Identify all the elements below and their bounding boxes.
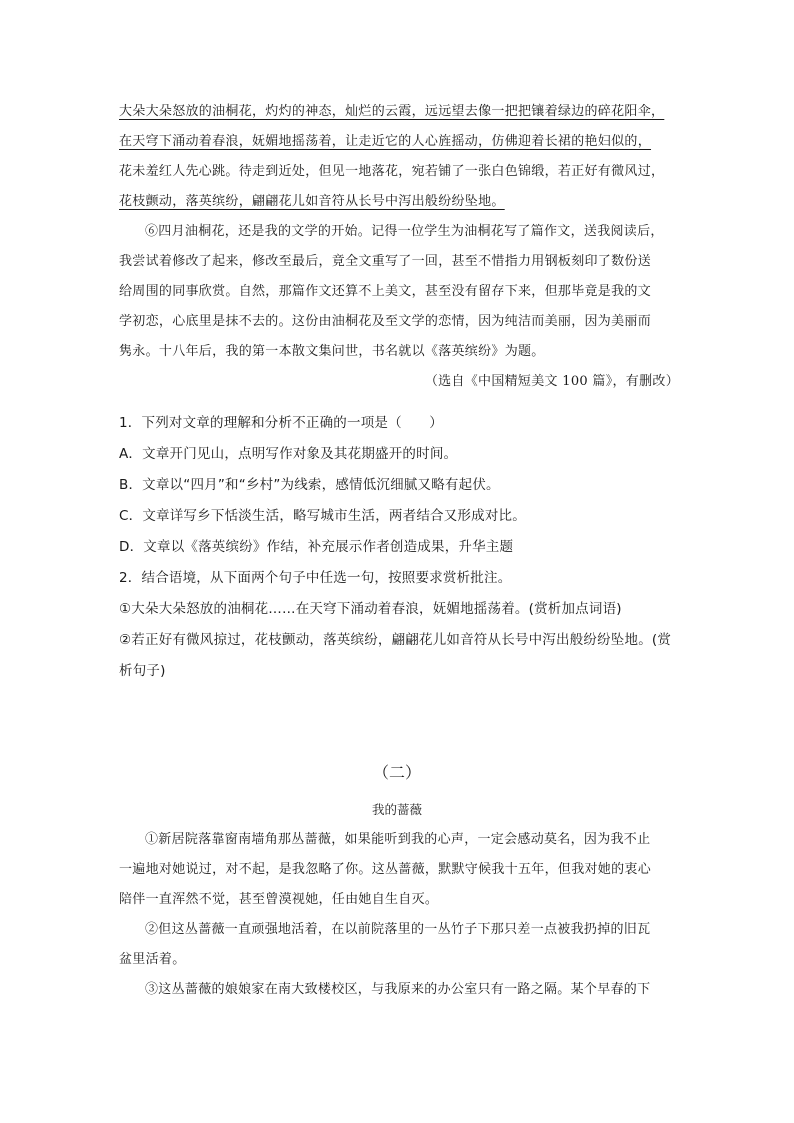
article-title: 我的蔷薇: [371, 802, 422, 817]
passage-line: ①新居院落靠窗南墙角那丛蔷薇，如果能听到我的心声，一定会感动莫名，因为我不止: [145, 832, 651, 847]
passage-one: [119, 97, 679, 397]
passage-line: ③这丛蔷薇的娘娘家在南大致楼校区，与我原来的办公室只有一路之隔。某个早春的下: [145, 982, 651, 997]
passage-line: 花未羞红人先心跳。待走到近处，但见一地落花，宛若铺了一张白色锦缎，若正好有微风过，: [119, 164, 665, 179]
option-b: B．文章以“四月”和“乡村”为线索，感情低沉细腻又略有起伏。: [119, 477, 500, 493]
option-c: C．文章详写乡下恬淡生活，略写城市生活，两者结合又形成对比。: [119, 508, 526, 524]
question-2: 2．结合语境，从下面两个句子中任选一句，按照要求赏析批注。: [119, 570, 512, 586]
passage-line: 我尝试着修改了起来，修改至最后，竟全文重写了一回，甚至不惜指力用钢板刻印了数份送: [119, 254, 652, 269]
passage-line: ②但这丛蔷薇一直顽强地活着，在以前院落里的一丛竹子下那只差一点被我扔掉的旧瓦: [145, 922, 651, 937]
sentence-option-1: ①大朵大朵怒放的油桐花……在天穹下涌动着春浪，妩媚地摇荡着。(赏析加点词语): [119, 601, 622, 617]
passage-line: 一遍地对她说过，对不起，是我忽略了你。这丛蔷薇，默默守候我十五年，但我对她的衷心: [119, 862, 652, 877]
passage-line: 陪伴一直浑然不觉，甚至曾漠视她，任由她自生自灭。: [119, 892, 439, 907]
passage-line: 给周围的同事欣赏。自然，那篇作文还算不上美文，甚至没有留存下来，但那毕竟是我的文: [119, 284, 652, 299]
passage-line: 花枝颤动，落英缤纷，翩翩花儿如音符从长号中泻出般纷纷坠地。: [119, 194, 505, 209]
sentence-option-2: ②若正好有微风掠过，花枝颤动，落英缤纷，翩翩花儿如音符从长号中泻出般纷纷坠地。(赏: [119, 632, 672, 648]
option-a: A．文章开门见山，点明写作对象及其花期盛开的时间。: [119, 446, 458, 462]
questions-block: [119, 408, 679, 687]
source-citation: （选自《中国精短美文 100 篇》，有删改）: [424, 374, 679, 389]
passage-line: 大朵大朵怒放的油桐花，灼灼的神态，灿烂的云霞，远远望去像一把把镶着绿边的碎花阳伞，: [119, 104, 665, 119]
paragraph-six-line: ⑥四月油桐花，还是我的文学的开始。记得一位学生为油桐花写了篇作文，送我阅读后，: [145, 224, 664, 239]
passage-line: [119, 127, 679, 157]
passage-two: [119, 825, 679, 1005]
passage-line: 学初恋，心底里是抹不去的。这份由油桐花及至文学的恋情，因为纯洁而美丽，因为美丽而: [119, 314, 652, 329]
underlined-text: 在天穹下涌动着春浪，妩媚地摇荡着，让走近它的人心旌摇动，仿佛迎着长裙的艳妇似的，: [119, 134, 652, 149]
sentence-option-2-cont: 析句子): [119, 663, 166, 679]
passage-line: 隽永。十八年后，我的第一本散文集问世，书名就以《落英缤纷》为题。: [119, 344, 545, 359]
question-1: 1．下列对文章的理解和分析不正确的一项是（ ）: [119, 415, 443, 431]
option-d: D．文章以《落英缤纷》作结，补充展示作者创造成果，升华主题: [119, 539, 514, 555]
passage-line: 盆里活着。: [119, 952, 186, 967]
section-heading: （二）: [372, 763, 421, 782]
